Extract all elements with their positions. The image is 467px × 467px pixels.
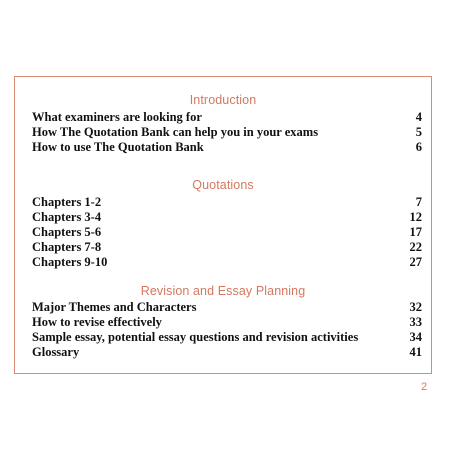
toc-entry-page: 6 [415,140,422,154]
toc-entry-label: Chapters 7-8 [32,240,102,254]
toc-entry-label: What examiners are looking for [32,110,202,124]
toc-entry[interactable] [32,225,422,240]
toc-entry-page: 4 [415,110,422,124]
toc-entry-page: 34 [409,330,422,344]
toc-entry-label: How The Quotation Bank can help you in your exams [32,125,319,139]
toc-entry-label: Chapters 9-10 [32,255,108,269]
section-title-revision: Revision and Essay Planning [140,284,306,298]
toc-entry-page: 41 [409,345,422,359]
toc-entry-page: 32 [409,300,422,314]
toc-entry-label: Chapters 1-2 [32,195,102,209]
toc-entry-page: 5 [415,125,422,139]
toc-entry-label: Sample essay, potential essay questions and revision activities [32,330,359,344]
toc-entry[interactable] [32,110,422,125]
toc-entry-label: How to use The Quotation Bank [32,140,204,154]
toc-entry-label: Chapters 5-6 [32,225,102,239]
toc-entry[interactable] [32,125,422,140]
toc-entry-label: How to revise effectively [32,315,162,329]
toc-entry-page: 33 [409,315,422,329]
toc-entry[interactable] [32,345,422,360]
toc-entry[interactable] [32,195,422,210]
section-title-quotations: Quotations [192,178,254,192]
toc-entry[interactable] [32,210,422,225]
toc-entry[interactable] [32,240,422,255]
toc-entry[interactable] [32,330,422,345]
toc-entry-page: 27 [409,255,422,269]
toc-entry-label: Chapters 3-4 [32,210,102,224]
table-of-contents-frame [14,76,432,374]
page-number: 2 [421,381,428,393]
toc-entry-page: 17 [409,225,422,239]
section-title-introduction: Introduction [189,93,257,107]
toc-entry[interactable] [32,315,422,330]
toc-entry[interactable] [32,255,422,270]
toc-entry-page: 7 [415,195,422,209]
toc-entry-page: 12 [409,210,422,224]
toc-entry-page: 22 [409,240,422,254]
toc-entry-label: Glossary [32,345,80,359]
toc-entry[interactable] [32,300,422,315]
toc-entry[interactable] [32,140,422,155]
toc-entry-label: Major Themes and Characters [32,300,197,314]
